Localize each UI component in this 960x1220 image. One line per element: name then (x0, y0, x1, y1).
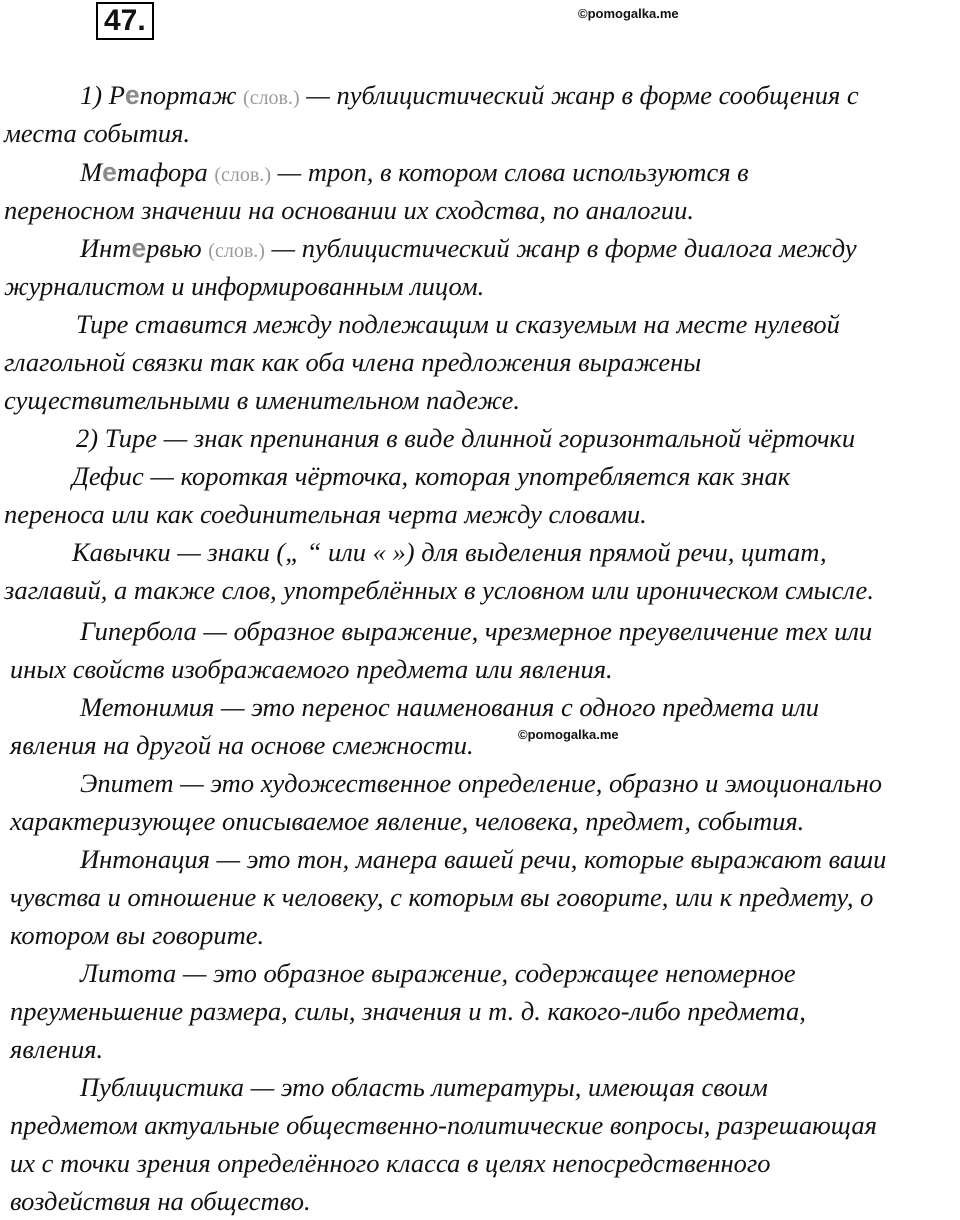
text-line-19: Эпитет — это художественное определение, образно и эмоционально (80, 768, 882, 798)
line-5-part-a: Инт (80, 233, 132, 263)
text-line-23: котором вы говорите. (10, 920, 265, 950)
text-line-7: Тире ставится между подлежащим и сказуемым на месте нулевой (76, 309, 840, 339)
dictionary-note: (слов.) (208, 240, 265, 262)
text-line-1 (80, 76, 859, 117)
text-line-25: преуменьшение размера, силы, значения и т. д. какого-либо предмета, (10, 996, 806, 1026)
text-line-15: Гипербола — образное выражение, чрезмерное преувеличение тех или (80, 616, 873, 646)
text-line-6: журналистом и информированным лицом. (4, 271, 485, 301)
line-1-part-b: портаж (139, 80, 244, 110)
dictionary-note: (слов.) (243, 87, 300, 109)
text-line-18: явления на другой на основе смежности. (10, 730, 474, 760)
watermark-middle: ©pomogalka.me (518, 727, 619, 742)
text-line-26: явления. (10, 1034, 104, 1064)
line-3-part-a: М (80, 157, 103, 187)
stress-mark: е (131, 233, 147, 263)
text-line-12: переноса или как соединительная черта между словами. (4, 499, 647, 529)
text-line-11: Дефис — короткая чёрточка, которая употребляется как знак (72, 461, 791, 491)
text-line-21: Интонация — это тон, манера вашей речи, которые выражают ваши (80, 844, 887, 874)
stress-mark: е (102, 157, 117, 187)
text-line-29: их с точки зрения определённого класса в целях непосредственного (10, 1148, 771, 1178)
text-line-22: чувства и отношение к человеку, с которым вы говорите, или к предмету, о (10, 882, 874, 912)
watermark-top: ©pomogalka.me (578, 6, 679, 21)
text-line-2: места события. (4, 118, 191, 148)
text-line-3 (80, 153, 749, 194)
text-line-20: характеризующее описываемое явление, человека, предмет, события. (10, 806, 805, 836)
text-line-14: заглавий, а также слов, употреблённых в условном или ироническом смысле. (4, 575, 874, 605)
text-line-9: существительными в именительном падеже. (4, 385, 521, 415)
text-line-8: глагольной связки так как оба члена предложения выражены (4, 347, 702, 377)
text-line-30: воздействия на общество. (10, 1186, 311, 1216)
line-1-part-a: 1) Р (80, 80, 125, 110)
stress-mark: е (124, 80, 140, 110)
text-line-16: иных свойств изображаемого предмета или явления. (10, 654, 613, 684)
text-line-28: предметом актуальные общественно-политические вопросы, разрешающая (10, 1110, 877, 1140)
text-line-27: Публицистика — это область литературы, имеющая своим (80, 1072, 768, 1102)
line-3-part-b: тафора (116, 157, 215, 187)
text-line-4: переносном значении на основании их сходства, по аналогии. (4, 195, 694, 225)
line-3-part-c: — троп, в котором слова используются в (271, 157, 749, 187)
task-number: 47. (96, 2, 154, 40)
text-line-13: Кавычки — знаки („ “ или « ») для выделения прямой речи, цитат, (72, 537, 827, 567)
text-line-24: Литота — это образное выражение, содержащее непомерное (80, 958, 796, 988)
text-line-10: 2) Тире — знак препинания в виде длинной горизонтальной чёрточки (76, 423, 856, 453)
line-1-part-c: — публицистический жанр в форме сообщения с (299, 80, 859, 110)
text-line-17: Метонимия — это перенос наименования с одного предмета или (80, 692, 819, 722)
line-5-part-c: — публицистический жанр в форме диалога между (264, 233, 857, 263)
text-line-5 (80, 229, 857, 270)
line-5-part-b: рвью (146, 233, 209, 263)
dictionary-note: (слов.) (214, 164, 272, 186)
